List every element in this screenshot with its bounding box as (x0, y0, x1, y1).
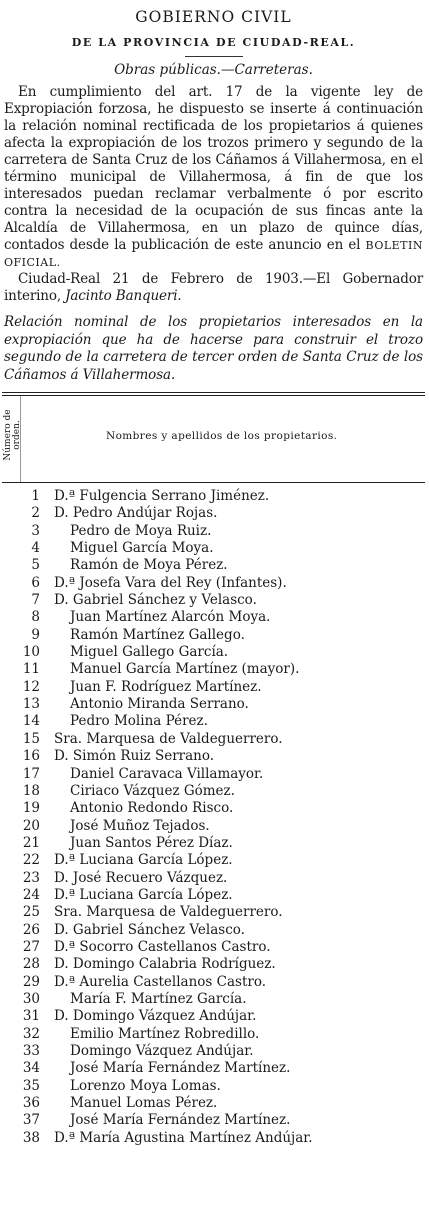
row-owner-name: Sra. Marquesa de Valdeguerrero. (54, 904, 283, 921)
announcement-body: En cumplimiento del art. 17 de la vigente ley de Expropiación forzosa, he dispuesto se inserte á continuación la relación nominal rectificada de los propietarios á quienes afecta la expropiación de los trozos primero y segundo de la carretera de Santa Cruz de los Cáñamos á Villahermosa, en el término municipal de Villahermosa, á fin de que los interesados puedan reclamar verbalmente ó por escrito contra la necesidad de la ocupación de sus fincas ante la Alcaldía de Villahermosa, en un plazo de quince días, contados desde la publicación de este anuncio en el (4, 84, 423, 253)
row-number: 7 (31, 592, 40, 609)
table-row (2, 679, 425, 696)
row-number: 19 (22, 800, 40, 817)
document-subtitle: DE LA PROVINCIA DE CIUDAD-REAL. (71, 36, 356, 49)
table-row (2, 1026, 425, 1043)
row-owner-name: Ramón Martínez Gallego. (70, 626, 245, 643)
table-row (2, 575, 425, 592)
row-number: 3 (31, 522, 40, 539)
row-number: 24 (22, 886, 40, 903)
column-header-number-label: Número de orden. (3, 409, 22, 461)
table-row (2, 922, 425, 939)
document-title: GOBIERNO CIVIL (135, 8, 292, 26)
row-owner-name: Emilio Martínez Robredillo. (70, 1025, 260, 1042)
row-number: 8 (31, 609, 40, 626)
row-owner-name: Pedro Molina Pérez. (70, 713, 208, 730)
table-row (2, 939, 425, 956)
row-owner-name: Juan F. Rodríguez Martínez. (70, 678, 262, 695)
row-owner-name: D. Pedro Andújar Rojas. (54, 505, 218, 522)
row-number: 17 (22, 765, 40, 782)
table-row (2, 835, 425, 852)
row-number: 10 (22, 644, 40, 661)
table-row (2, 661, 425, 678)
table-row (2, 956, 425, 973)
row-number: 12 (22, 678, 40, 695)
row-owner-name: D.ª Luciana García López. (54, 886, 233, 903)
row-owner-name: Pedro de Moya Ruiz. (70, 522, 212, 539)
row-number: 22 (22, 852, 40, 869)
table-row (2, 644, 425, 661)
row-owner-name: D. Domingo Vázquez Andújar. (54, 1008, 257, 1025)
row-owner-name: D.ª Josefa Vara del Rey (Infantes). (54, 574, 287, 591)
row-owner-name: Lorenzo Moya Lomas. (70, 1077, 221, 1094)
table-row (2, 488, 425, 505)
row-owner-name: María F. Martínez García. (70, 990, 247, 1007)
row-owner-name: Manuel García Martínez (mayor). (70, 661, 300, 678)
table-row (2, 991, 425, 1008)
column-header-names: Nombres y apellidos de los propietarios. (106, 430, 338, 442)
table-row (2, 557, 425, 574)
row-number: 32 (22, 1025, 40, 1042)
row-owner-name: José María Fernández Martínez. (70, 1112, 291, 1129)
section-heading: Obras públicas.—Carreteras. (114, 62, 313, 78)
row-owner-name: Antonio Miranda Serrano. (70, 696, 249, 713)
row-number: 37 (22, 1112, 40, 1129)
row-number: 4 (31, 540, 40, 557)
table-row (2, 818, 425, 835)
row-number: 28 (22, 956, 40, 973)
row-owner-name: Manuel Lomas Pérez. (70, 1095, 218, 1112)
row-number: 26 (22, 921, 40, 938)
table-row (2, 609, 425, 626)
row-owner-name: Ciriaco Vázquez Gómez. (70, 782, 235, 799)
row-number: 27 (22, 938, 40, 955)
row-number: 9 (31, 626, 40, 643)
row-owner-name: D. Simón Ruiz Serrano. (54, 748, 215, 765)
row-number: 5 (31, 557, 40, 574)
row-number: 6 (31, 574, 40, 591)
row-number: 31 (22, 1008, 40, 1025)
column-header-number (4, 396, 21, 482)
row-number: 38 (22, 1129, 40, 1146)
row-owner-name: Miguel García Moya. (70, 540, 214, 557)
table-row (2, 783, 425, 800)
row-owner-name: Juan Martínez Alarcón Moya. (70, 609, 271, 626)
announcement-signature-date: Ciudad-Real 21 de Febrero de 1903.—El Gobernador interino, (4, 271, 423, 304)
table-row (2, 800, 425, 817)
row-owner-name: D. Domingo Calabria Rodríguez. (54, 956, 276, 973)
announcement-paragraph (4, 84, 423, 305)
row-number: 21 (22, 834, 40, 851)
row-owner-name: D.ª María Agustina Martínez Andújar. (54, 1129, 313, 1146)
row-owner-name: D.ª Socorro Castellanos Castro. (54, 938, 271, 955)
table-row (2, 852, 425, 869)
row-owner-name: D. Gabriel Sánchez Velasco. (54, 921, 245, 938)
row-number: 16 (22, 748, 40, 765)
table-row (2, 1060, 425, 1077)
announcement-boletin: BOLETIN OFICIAL. (4, 239, 423, 269)
row-number: 15 (22, 730, 40, 747)
table-row (2, 1078, 425, 1095)
row-owner-name: Daniel Caravaca Villamayor. (70, 765, 264, 782)
table-row (2, 1130, 425, 1147)
table-row (2, 974, 425, 991)
row-number: 34 (22, 1060, 40, 1077)
row-number: 11 (22, 661, 40, 678)
announcement-signer: Jacinto Banqueri. (65, 288, 182, 304)
row-owner-name: Sra. Marquesa de Valdeguerrero. (54, 730, 283, 747)
table-row (2, 1043, 425, 1060)
row-owner-name: José Muñoz Tejados. (70, 817, 210, 834)
table-row (2, 748, 425, 765)
row-number: 23 (22, 869, 40, 886)
row-number: 29 (22, 973, 40, 990)
row-number: 30 (22, 990, 40, 1007)
row-number: 33 (22, 1043, 40, 1059)
row-owner-name: D.ª Fulgencia Serrano Jiménez. (54, 488, 270, 504)
table-row (2, 1008, 425, 1025)
row-number: 20 (22, 817, 40, 834)
row-owner-name: Juan Santos Pérez Díaz. (70, 834, 233, 851)
table-row (2, 523, 425, 540)
table-row (2, 713, 425, 730)
table-row (2, 904, 425, 921)
table-row (2, 592, 425, 609)
row-number: 2 (31, 505, 40, 522)
row-number: 1 (31, 488, 40, 504)
relation-title: Relación nominal de los propietarios interesados en la expropiación que ha de hacerse para construir el trozo segundo de la carretera de tercer orden de Santa Cruz de los Cáñamos á Villahermosa. (4, 314, 423, 383)
row-owner-name: Antonio Redondo Risco. (70, 800, 234, 817)
table-header (2, 396, 425, 483)
row-owner-name: José María Fernández Martínez. (70, 1060, 291, 1077)
table-row (2, 870, 425, 887)
table-row (2, 696, 425, 713)
row-owner-name: Miguel Gallego García. (70, 644, 229, 661)
row-owner-name: D.ª Aurelia Castellanos Castro. (54, 973, 267, 990)
table-row (2, 1095, 425, 1112)
row-number: 35 (22, 1077, 40, 1094)
table-row (2, 627, 425, 644)
table-row (2, 766, 425, 783)
row-owner-name: Domingo Vázquez Andújar. (70, 1043, 254, 1059)
row-owner-name: D.ª Luciana García López. (54, 852, 233, 869)
table-row (2, 887, 425, 904)
owner-list (2, 488, 425, 1147)
row-number: 25 (22, 904, 40, 921)
row-owner-name: D. Gabriel Sánchez y Velasco. (54, 592, 257, 609)
table-row (2, 731, 425, 748)
table-row (2, 1112, 425, 1129)
row-number: 14 (22, 713, 40, 730)
row-number: 13 (22, 696, 40, 713)
table-row (2, 505, 425, 522)
row-owner-name: D. José Recuero Vázquez. (54, 869, 228, 886)
row-number: 18 (22, 782, 40, 799)
table-row (2, 540, 425, 557)
short-divider (185, 56, 243, 57)
row-number: 36 (22, 1095, 40, 1112)
row-owner-name: Ramón de Moya Pérez. (70, 557, 228, 574)
